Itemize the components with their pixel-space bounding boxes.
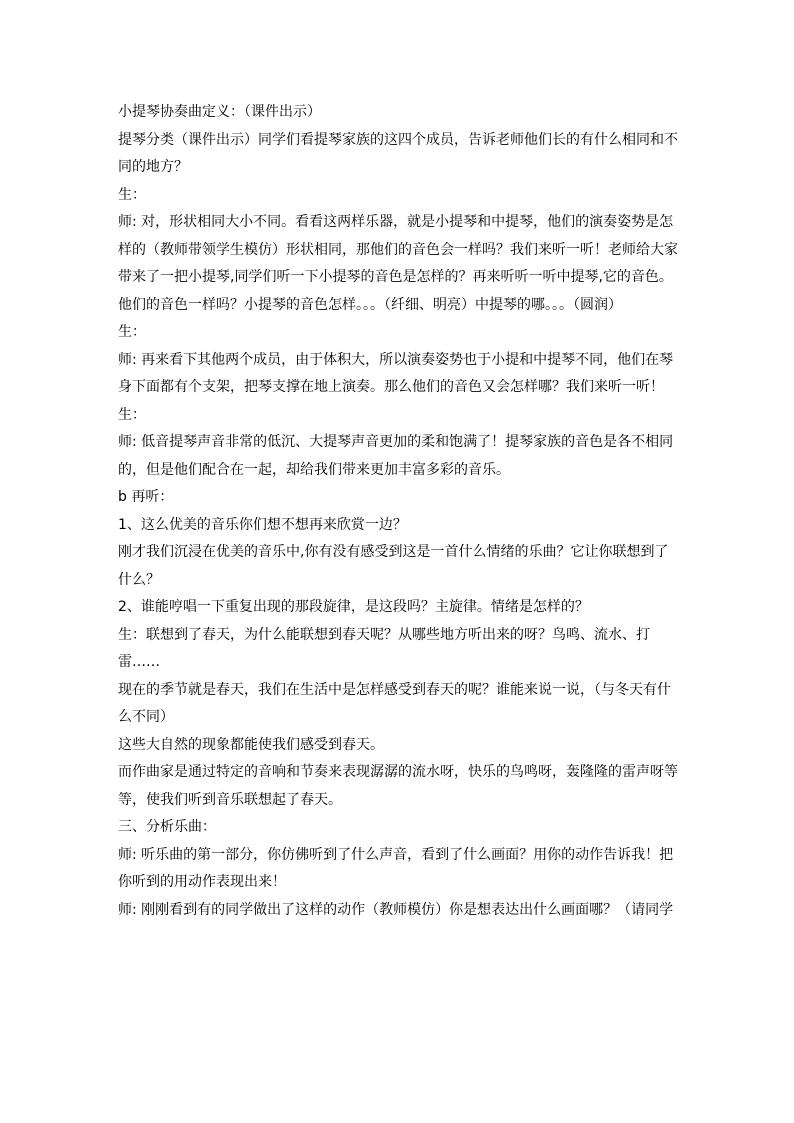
- paragraph-feelings: 刚才我们沉浸在优美的音乐中,你有没有感受到这是一首什么情绪的乐曲？它让你联想到了什么？: [118, 544, 669, 588]
- paragraph-teacher-3: 师: 低音提琴声音非常的低沉、大提琴声音更加的柔和饱满了！提琴家族的音色是各不相同的，但是他们配合在一起，却给我们带来更加丰富多彩的音乐。: [118, 434, 674, 478]
- paragraph-teacher-5: 师: 刚刚看到有的同学做出了这样的动作（教师模仿）你是想表达出什么画面哪？（请同学: [118, 901, 674, 918]
- paragraph-student-spring: 生：联想到了春天，为什么能联想到春天呢？从哪些地方听出来的呀？鸟鸣、流水、打雷……: [118, 626, 650, 670]
- paragraph-question-1: 1、这么优美的音乐你们想不想再来欣赏一边？: [118, 516, 407, 533]
- paragraph-composer: 而作曲家是通过特定的音响和节奏来表现潺潺的流水呀，快乐的鸟鸣呀，轰隆隆的雷声呀等等，使我们听到音乐联想起了春天。: [118, 764, 678, 808]
- paragraph-teacher-4: 师: 听乐曲的第一部分，你仿佛听到了什么声音，看到了什么画面？用你的动作告诉我！把你听到的用动作表现出来！: [118, 846, 674, 890]
- paragraph-nature: 这些大自然的现象都能使我们感受到春天。: [118, 736, 384, 753]
- paragraph-listen-again: b 再听：: [118, 489, 174, 505]
- paragraph-teacher-1: 师: 对，形状相同大小不同。看看这两样乐器，就是小提琴和中提琴，他们的演奏姿势是怎样的（教师带领学生模仿）形状相同，那他们的音色会一样吗？我们来听一听！老师给大家带来了一把小提琴,同学们听一下小提琴的音色是怎样的？再来听听一听中提琴,它的音色。他们的音色一样吗？小提琴的音色怎样。。。（纤细、明亮）中提琴的哪。。。（圆润）: [118, 214, 678, 313]
- paragraph-violin-classification: 提琴分类（课件出示）同学们看提琴家族的这四个成员，告诉老师他们长的有什么相同和不同的地方？: [118, 131, 678, 175]
- paragraph-student-1: 生：: [118, 186, 146, 203]
- paragraph-student-2: 生：: [118, 324, 146, 340]
- paragraph-question-2: 2、谁能哼唱一下重复出现的那段旋律，是这段吗？主旋律。情绪是怎样的？: [118, 599, 589, 615]
- paragraph-student-3: 生：: [118, 406, 146, 423]
- paragraph-teacher-2: 师: 再来看下其他两个成员，由于体积大，所以演奏姿势也于小提和中提琴不同，他们在琴身下面都有个支架，把琴支撑在地上演奏。那么他们的音色又会怎样哪？我们来听一听！: [118, 351, 674, 395]
- paragraph-season: 现在的季节就是春天，我们在生活中是怎样感受到春天的呢？谁能来说一说，（与冬天有什么不同）: [118, 681, 671, 725]
- section-heading-analysis: 三、分析乐曲：: [118, 819, 216, 835]
- document-body: [118, 99, 680, 924]
- paragraph-definition: 小提琴协奏曲定义：（课件出示）: [118, 104, 321, 120]
